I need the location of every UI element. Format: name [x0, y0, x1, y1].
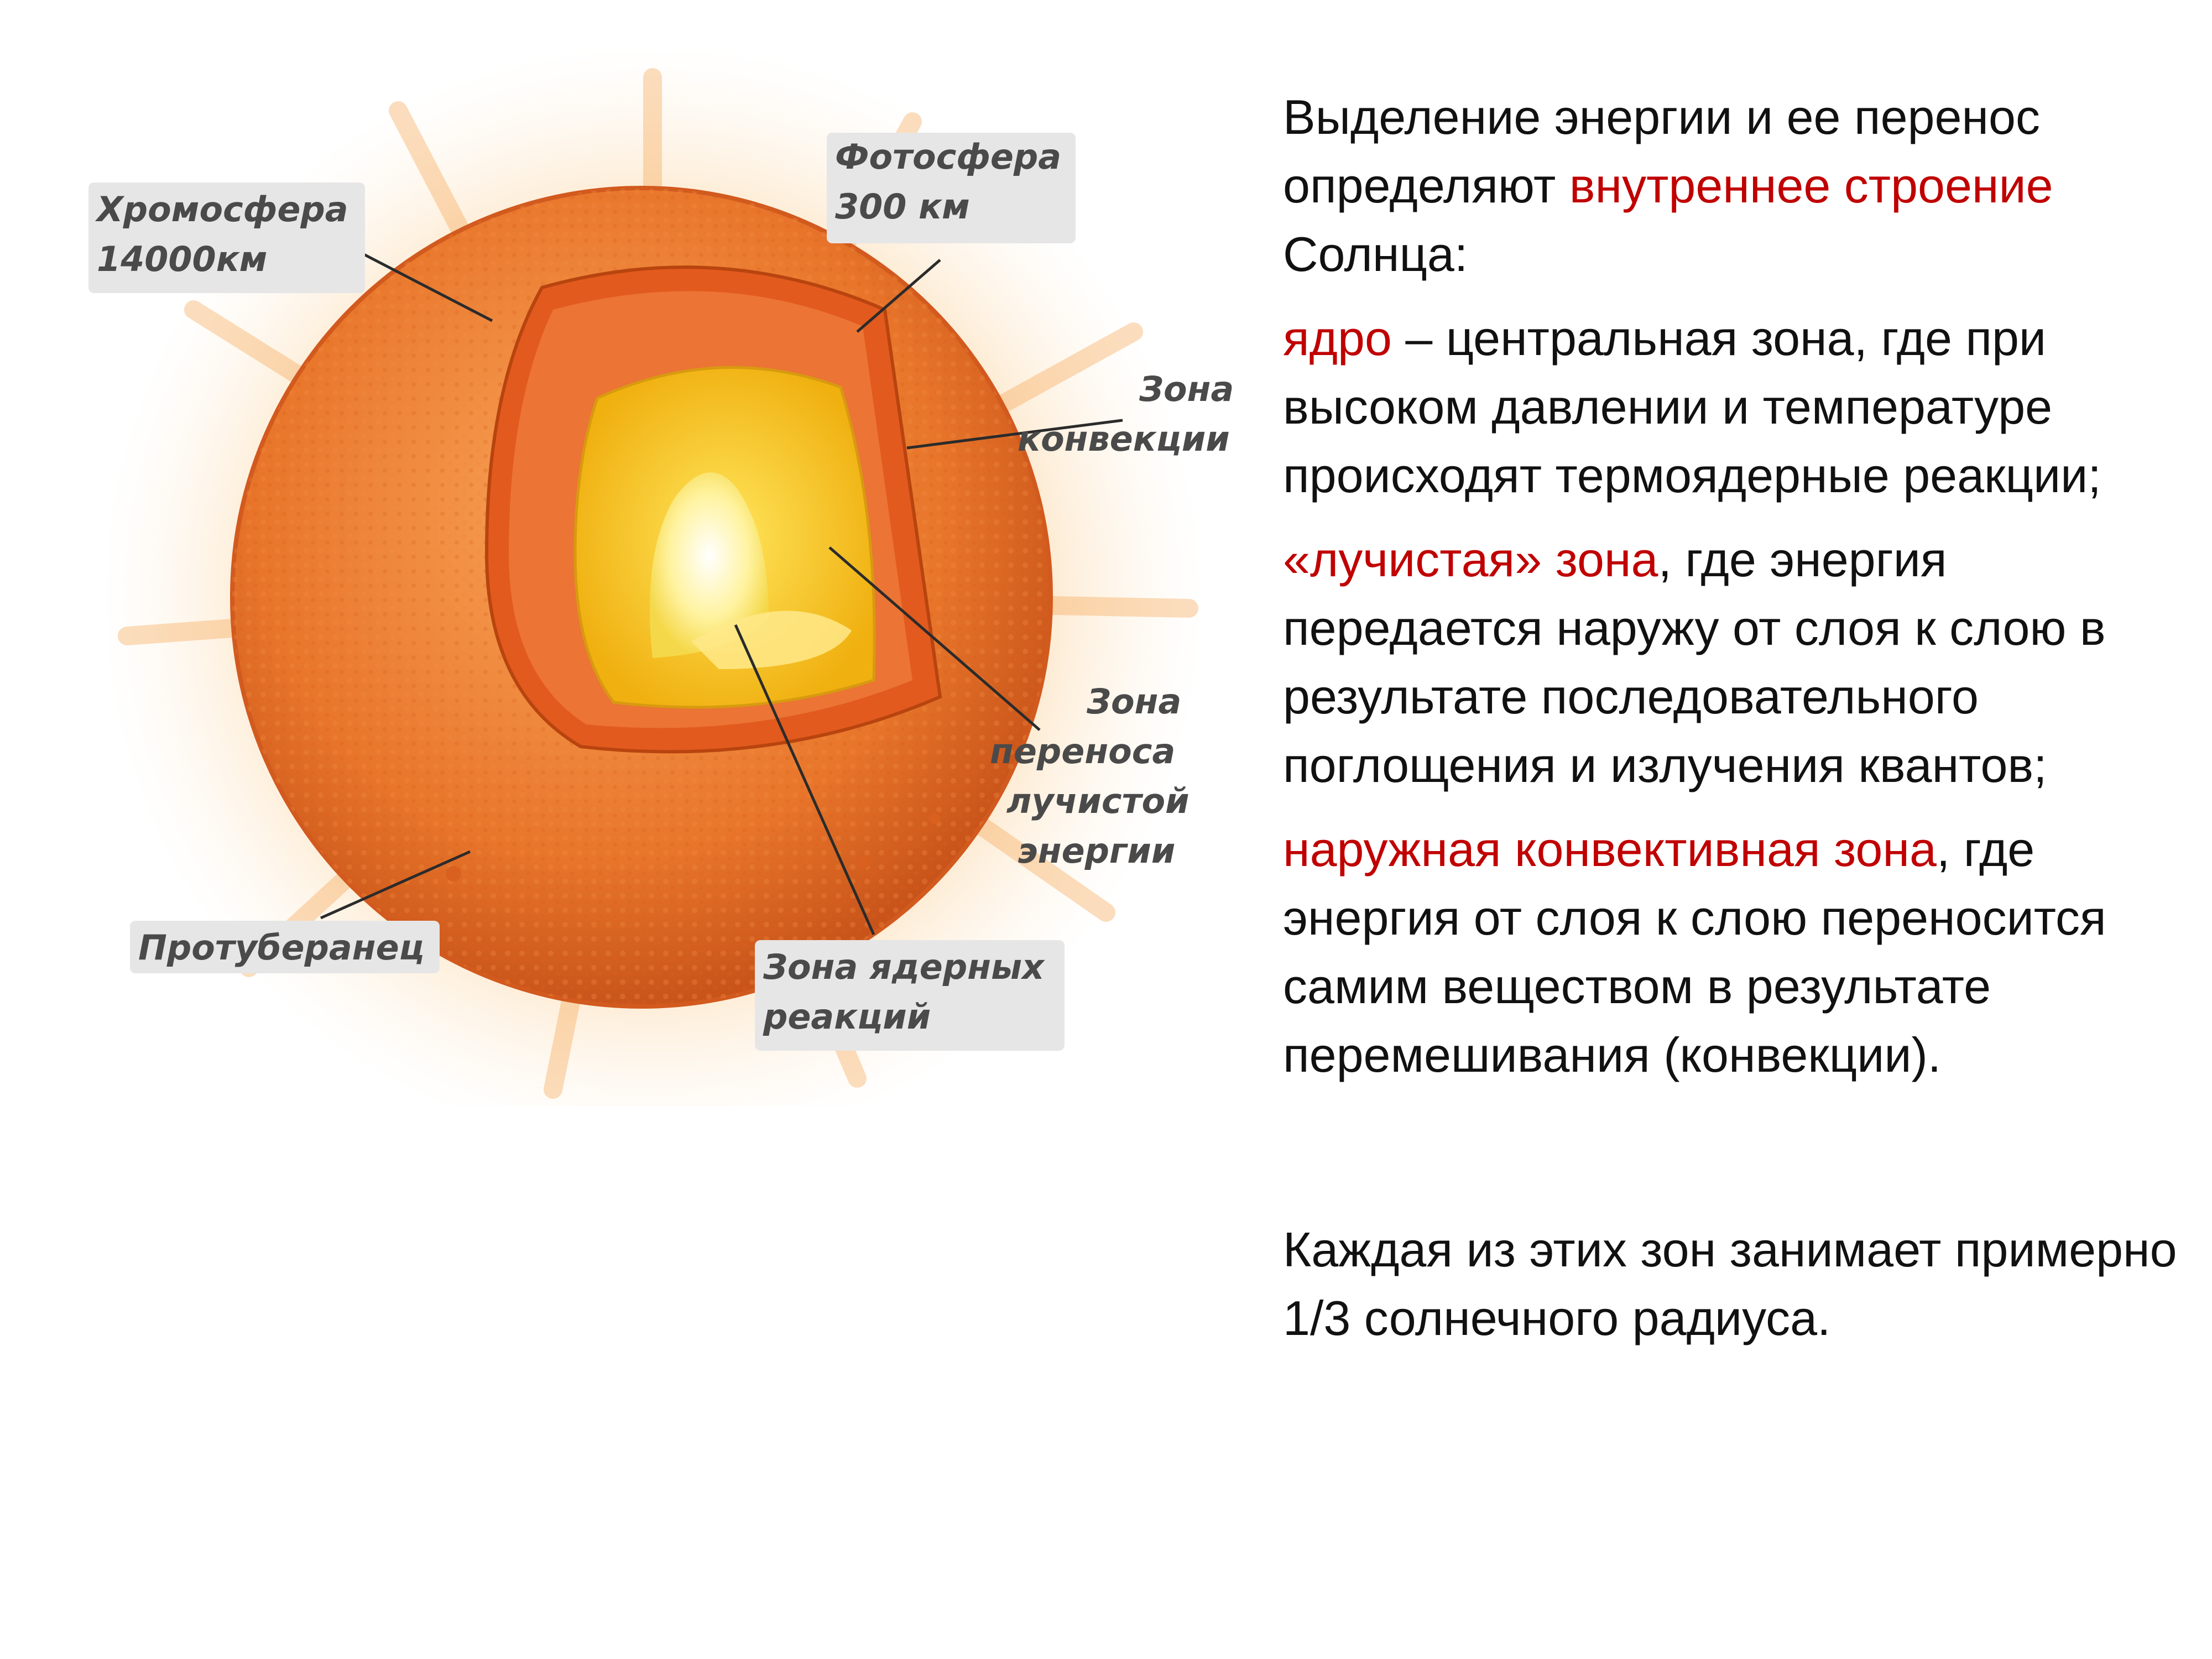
svg-text:реакций: реакций: [763, 997, 931, 1037]
label-chromosphere: [88, 182, 365, 293]
label-photosphere: [827, 133, 1076, 243]
intro-paragraph: Выделение энергии и ее перенос определяют внутреннее строение Солнца:: [1283, 90, 2053, 281]
convective-paragraph: наружная конвективная зона, где энергия от слоя к слою переносится самим веществом в результате перемешивания (конвекции).: [1283, 822, 2106, 1082]
description-text: [1283, 83, 2190, 1368]
svg-text:14000км: 14000км: [97, 239, 268, 279]
core-paragraph: ядро – центральная зона, где при высоком давлении и температуре происходят термоядерные реакции;: [1283, 311, 2101, 503]
radiative-paragraph: «лучистая» зона, где энергия передается наружу от слоя к слою в результате последовательного поглощения и излучения квантов;: [1283, 532, 2106, 792]
svg-text:Хромосфера: Хромосфера: [97, 189, 348, 229]
highlight-convective-zone: наружная конвективная зона: [1283, 822, 1937, 877]
svg-text:Протуберанец: Протуберанец: [138, 927, 425, 968]
highlight-radiative-zone: «лучистая» зона: [1283, 532, 1658, 587]
svg-text:Фотосфера: Фотосфера: [835, 137, 1062, 177]
label-prominence: [130, 921, 440, 973]
svg-text:Зона ядерных: Зона ядерных: [763, 947, 1045, 987]
svg-text:конвекции: конвекции: [1018, 419, 1230, 459]
svg-text:энергии: энергии: [1018, 831, 1176, 871]
label-nuclear-zone: [755, 940, 1065, 1051]
svg-text:переноса: переноса: [990, 731, 1176, 771]
highlight-internal-structure: внутреннее строение: [1569, 158, 2053, 213]
conclusion-paragraph: Каждая из этих зон занимает примерно 1/3 солнечного радиуса.: [1283, 1222, 2177, 1345]
highlight-core: ядро: [1283, 311, 1392, 366]
sun-structure-diagram: [0, 0, 1261, 1106]
svg-text:Зона: Зона: [1087, 681, 1182, 722]
svg-text:Зона: Зона: [1139, 369, 1234, 409]
svg-text:300 км: 300 км: [835, 186, 970, 227]
svg-text:лучистой: лучистой: [1006, 781, 1190, 821]
